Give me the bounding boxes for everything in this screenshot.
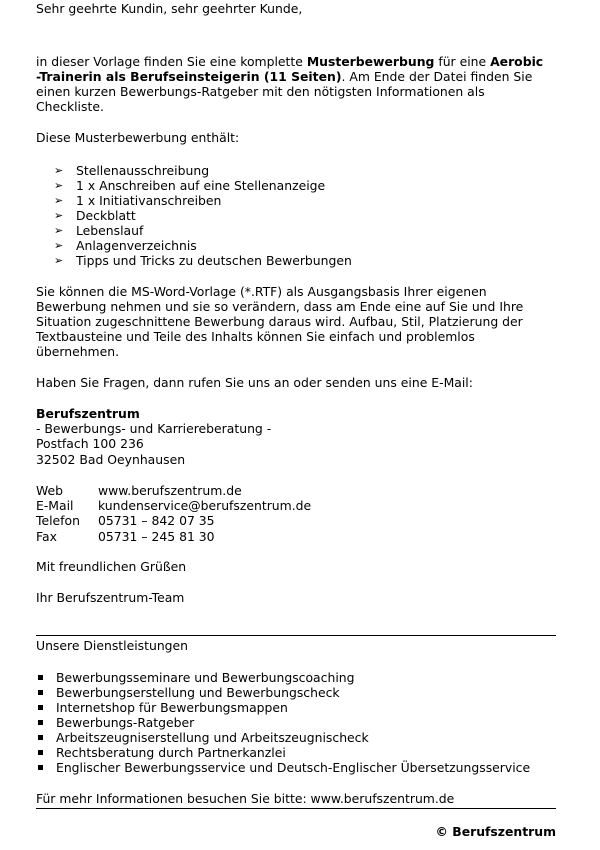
list-item-label: Tipps und Tricks zu deutschen Bewerbungen [76,253,352,268]
intro-line-4: Checkliste. [36,99,104,114]
list-item-label: Internetshop für Bewerbungsmappen [56,700,288,715]
square-bullet-icon [38,765,43,770]
list-item-label: 1 x Anschreiben auf eine Stellenanzeige [76,178,326,193]
intro-line-3: einen kurzen Bewerbungs-Ratgeber mit den nötigsten Informationen als [36,84,485,99]
intro-bold-job-title: -Trainerin als Berufseinsteigerin (11 Seiten) [36,69,342,84]
more-info-text: Für mehr Informationen besuchen Sie bitte: www.berufszentrum.de [36,791,455,806]
list-item-label: Deckblatt [76,208,136,223]
contact-label: Web [36,483,64,498]
contact-fax-value: 05731 – 245 81 30 [98,529,215,544]
divider [36,635,556,636]
list-item-label: Bewerbungs-Ratgeber [56,715,195,730]
square-bullet-icon [38,705,43,710]
square-bullet-icon [38,690,43,695]
intro-bold-aerobic: Aerobic [490,54,544,69]
square-bullet-icon [38,750,43,755]
contact-label: E-Mail [36,498,74,513]
list-item-label: Englischer Bewerbungsservice und Deutsch-Englischer Übersetzungsservice [56,760,531,775]
arrow-bullet-icon: ➢ [54,164,64,177]
closing: Mit freundlichen Grüßen [36,559,187,574]
square-bullet-icon [38,675,43,680]
intro-text: in dieser Vorlage finden Sie eine komplette [36,54,307,69]
greeting: Sehr geehrte Kundin, sehr geehrter Kunde, [36,1,303,16]
questions-text: Haben Sie Fragen, dann rufen Sie uns an oder senden uns eine E-Mail: [36,375,473,390]
list-item-label: Bewerbungserstellung und Bewerbungscheck [56,685,340,700]
arrow-bullet-icon: ➢ [54,254,64,267]
arrow-bullet-icon: ➢ [54,194,64,207]
usage-line: Bewerbung nehmen und sie so verändern, dass am Ende eine auf Sie und Ihre [36,299,524,314]
company-city: 32502 Bad Oeynhausen [36,452,186,467]
list-item-label: 1 x Initiativanschreiben [76,193,222,208]
intro-bold-musterbewerbung: Musterbewerbung [306,54,435,69]
contact-email-value[interactable]: kundenservice@berufszentrum.de [98,498,312,513]
contact-web-value[interactable]: www.berufszentrum.de [98,483,242,498]
company-name: Berufszentrum [36,406,140,421]
signature: Ihr Berufszentrum-Team [36,590,185,605]
arrow-bullet-icon: ➢ [54,179,64,192]
usage-line: Sie können die MS-Word-Vorlage (*.RTF) als Ausgangsbasis Ihrer eigenen [36,284,487,299]
intro-line-2 [36,69,532,84]
copyright: © Berufszentrum [435,824,556,839]
intro-text: . Am Ende der Datei finden Sie [341,69,533,84]
company-tagline: - Bewerbungs- und Karriereberatung - [36,421,272,436]
divider [36,808,556,809]
list-item-label: Anlagenverzeichnis [76,238,197,253]
list-item-label: Arbeitszeugniserstellung und Arbeitszeugnischeck [56,730,369,745]
arrow-bullet-icon: ➢ [54,209,64,222]
company-po-box: Postfach 100 236 [36,436,144,451]
arrow-bullet-icon: ➢ [54,239,64,252]
contact-label: Telefon [36,513,80,528]
usage-line: Situation zugeschnittene Bewerbung daraus wird. Aufbau, Stil, Platzierung der [36,314,523,329]
list-item-label: Lebenslauf [76,223,144,238]
square-bullet-icon [38,720,43,725]
list-item-label: Rechtsberatung durch Partnerkanzlei [56,745,286,760]
list-item-label: Bewerbungsseminare und Bewerbungscoaching [56,670,355,685]
contact-phone-value: 05731 – 842 07 35 [98,513,215,528]
contact-label: Fax [36,529,57,544]
services-heading: Unsere Dienstleistungen [36,638,189,653]
usage-line: übernehmen. [36,344,120,359]
usage-line: Textbausteine und Teile des Inhalts können Sie einfach und problemlos [36,329,475,344]
intro-text: für eine [434,54,491,69]
arrow-bullet-icon: ➢ [54,224,64,237]
intro-line-1 [36,54,543,69]
square-bullet-icon [38,735,43,740]
list-item-label: Stellenausschreibung [76,163,210,178]
contents-heading: Diese Musterbewerbung enthält: [36,130,240,145]
